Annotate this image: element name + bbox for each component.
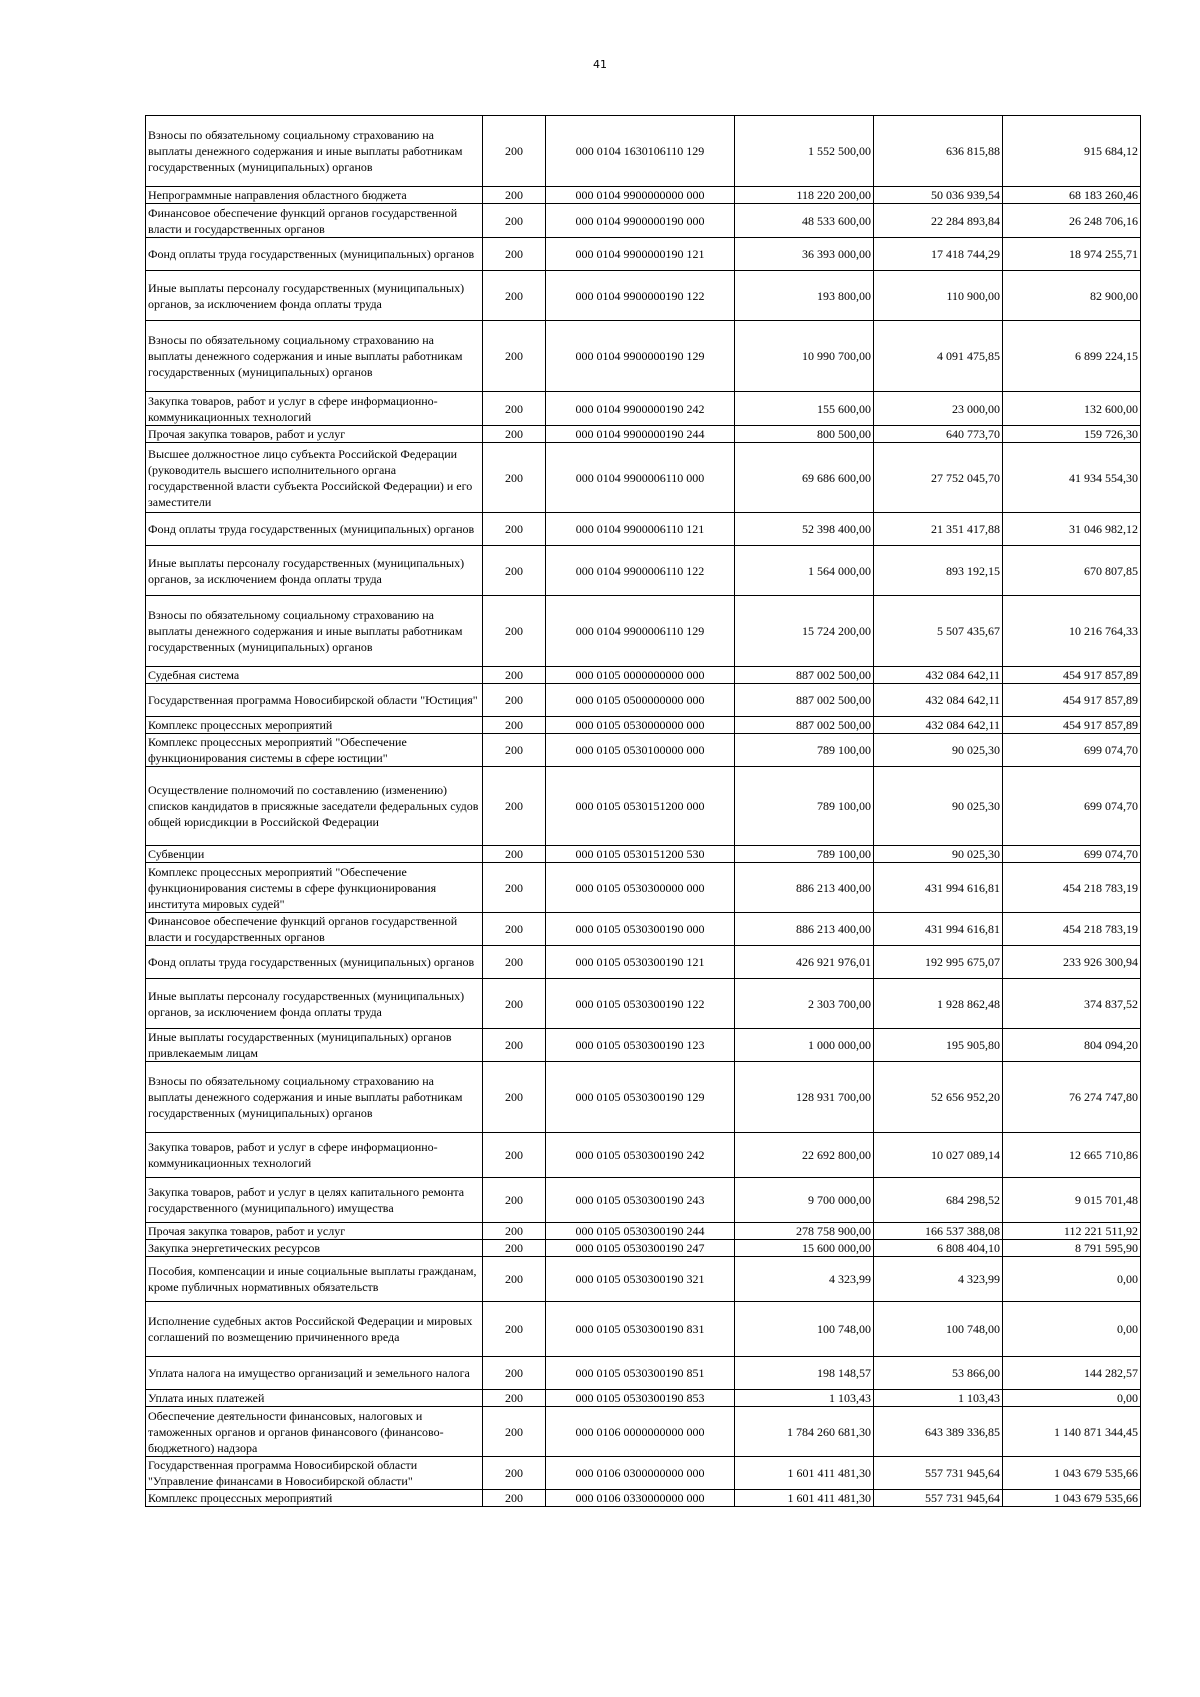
budget-item-name: Уплата иных платежей xyxy=(146,1390,483,1407)
approved-amount: 800 500,00 xyxy=(735,426,874,443)
remaining-amount: 1 140 871 344,45 xyxy=(1003,1407,1141,1457)
budget-item-name: Прочая закупка товаров, работ и услуг xyxy=(146,426,483,443)
table-row xyxy=(146,1240,1141,1257)
line-code: 200 xyxy=(483,426,546,443)
remaining-amount: 670 807,85 xyxy=(1003,546,1141,596)
page-number: 41 xyxy=(593,58,607,71)
approved-amount: 52 398 400,00 xyxy=(735,513,874,546)
budget-item-name: Комплекс процессных мероприятий xyxy=(146,1490,483,1507)
budget-classification-code: 000 0104 9900006110 000 xyxy=(546,443,735,513)
budget-classification-code: 000 0105 0530300190 243 xyxy=(546,1178,735,1223)
table-row xyxy=(146,1390,1141,1407)
table-row xyxy=(146,846,1141,863)
approved-amount: 886 213 400,00 xyxy=(735,863,874,913)
line-code: 200 xyxy=(483,116,546,187)
table-row xyxy=(146,321,1141,392)
budget-item-name: Взносы по обязательному социальному страхованию на выплаты денежного содержания и иные выплаты работникам государственных (муниципальных) органов xyxy=(146,321,483,392)
remaining-amount: 26 248 706,16 xyxy=(1003,204,1141,238)
approved-amount: 1 601 411 481,30 xyxy=(735,1490,874,1507)
budget-item-name: Комплекс процессных мероприятий "Обеспечение функционирования системы в сфере юстиции" xyxy=(146,734,483,767)
remaining-amount: 6 899 224,15 xyxy=(1003,321,1141,392)
budget-item-name: Иные выплаты государственных (муниципальных) органов привлекаемым лицам xyxy=(146,1029,483,1062)
line-code: 200 xyxy=(483,1062,546,1133)
approved-amount: 2 303 700,00 xyxy=(735,979,874,1029)
executed-amount: 643 389 336,85 xyxy=(874,1407,1003,1457)
budget-item-name: Взносы по обязательному социальному страхованию на выплаты денежного содержания и иные выплаты работникам государственных (муниципальных) органов xyxy=(146,596,483,667)
table-row xyxy=(146,1062,1141,1133)
approved-amount: 128 931 700,00 xyxy=(735,1062,874,1133)
executed-amount: 110 900,00 xyxy=(874,271,1003,321)
budget-classification-code: 000 0104 9900000190 129 xyxy=(546,321,735,392)
line-code: 200 xyxy=(483,979,546,1029)
budget-classification-code: 000 0105 0530300000 000 xyxy=(546,863,735,913)
executed-amount: 52 656 952,20 xyxy=(874,1062,1003,1133)
executed-amount: 640 773,70 xyxy=(874,426,1003,443)
executed-amount: 53 866,00 xyxy=(874,1357,1003,1390)
line-code: 200 xyxy=(483,1490,546,1507)
budget-classification-code: 000 0105 0530300190 247 xyxy=(546,1240,735,1257)
table-row xyxy=(146,1257,1141,1302)
table-row xyxy=(146,238,1141,271)
line-code: 200 xyxy=(483,1257,546,1302)
remaining-amount: 8 791 595,90 xyxy=(1003,1240,1141,1257)
table-row xyxy=(146,116,1141,187)
table-row xyxy=(146,717,1141,734)
approved-amount: 198 148,57 xyxy=(735,1357,874,1390)
table-row xyxy=(146,863,1141,913)
budget-item-name: Комплекс процессных мероприятий "Обеспечение функционирования системы в сфере функционирования института мировых судей" xyxy=(146,863,483,913)
line-code: 200 xyxy=(483,1240,546,1257)
remaining-amount: 132 600,00 xyxy=(1003,392,1141,426)
budget-classification-code: 000 0105 0530300190 121 xyxy=(546,946,735,979)
remaining-amount: 82 900,00 xyxy=(1003,271,1141,321)
executed-amount: 4 323,99 xyxy=(874,1257,1003,1302)
budget-item-name: Субвенции xyxy=(146,846,483,863)
remaining-amount: 699 074,70 xyxy=(1003,846,1141,863)
budget-item-name: Осуществление полномочий по составлению (изменению) списков кандидатов в присяжные заседатели федеральных судов общей юрисдикции в Российской Федерации xyxy=(146,767,483,846)
table-row xyxy=(146,513,1141,546)
approved-amount: 789 100,00 xyxy=(735,767,874,846)
executed-amount: 100 748,00 xyxy=(874,1302,1003,1357)
remaining-amount: 144 282,57 xyxy=(1003,1357,1141,1390)
table-row xyxy=(146,1302,1141,1357)
approved-amount: 1 552 500,00 xyxy=(735,116,874,187)
executed-amount: 4 091 475,85 xyxy=(874,321,1003,392)
line-code: 200 xyxy=(483,271,546,321)
approved-amount: 886 213 400,00 xyxy=(735,913,874,946)
remaining-amount: 374 837,52 xyxy=(1003,979,1141,1029)
budget-classification-code: 000 0105 0530151200 000 xyxy=(546,767,735,846)
budget-classification-code: 000 0104 9900000190 000 xyxy=(546,204,735,238)
budget-classification-code: 000 0104 9900006110 129 xyxy=(546,596,735,667)
budget-classification-code: 000 0104 9900000000 000 xyxy=(546,187,735,204)
line-code: 200 xyxy=(483,1178,546,1223)
budget-item-name: Пособия, компенсации и иные социальные выплаты гражданам, кроме публичных нормативных обязательств xyxy=(146,1257,483,1302)
line-code: 200 xyxy=(483,1457,546,1490)
budget-classification-code: 000 0105 0530300190 242 xyxy=(546,1133,735,1178)
budget-item-name: Взносы по обязательному социальному страхованию на выплаты денежного содержания и иные выплаты работникам государственных (муниципальных) органов xyxy=(146,1062,483,1133)
line-code: 200 xyxy=(483,1029,546,1062)
table-row xyxy=(146,1223,1141,1240)
approved-amount: 9 700 000,00 xyxy=(735,1178,874,1223)
approved-amount: 15 724 200,00 xyxy=(735,596,874,667)
remaining-amount: 159 726,30 xyxy=(1003,426,1141,443)
remaining-amount: 0,00 xyxy=(1003,1257,1141,1302)
budget-item-name: Закупка товаров, работ и услуг в сфере информационно-коммуникационных технологий xyxy=(146,392,483,426)
executed-amount: 636 815,88 xyxy=(874,116,1003,187)
line-code: 200 xyxy=(483,1390,546,1407)
budget-classification-code: 000 0105 0530300190 853 xyxy=(546,1390,735,1407)
table-row xyxy=(146,596,1141,667)
budget-item-name: Уплата налога на имущество организаций и земельного налога xyxy=(146,1357,483,1390)
budget-item-name: Обеспечение деятельности финансовых, налоговых и таможенных органов и органов финансового (финансово-бюджетного) надзора xyxy=(146,1407,483,1457)
line-code: 200 xyxy=(483,667,546,684)
table-row xyxy=(146,1029,1141,1062)
budget-classification-code: 000 0105 0530300190 123 xyxy=(546,1029,735,1062)
remaining-amount: 454 917 857,89 xyxy=(1003,717,1141,734)
line-code: 200 xyxy=(483,767,546,846)
budget-item-name: Государственная программа Новосибирской области "Управление финансами в Новосибирской области" xyxy=(146,1457,483,1490)
budget-classification-code: 000 0105 0530000000 000 xyxy=(546,717,735,734)
table-row xyxy=(146,734,1141,767)
approved-amount: 1 103,43 xyxy=(735,1390,874,1407)
table-row xyxy=(146,667,1141,684)
table-row xyxy=(146,187,1141,204)
line-code: 200 xyxy=(483,187,546,204)
approved-amount: 789 100,00 xyxy=(735,734,874,767)
remaining-amount: 9 015 701,48 xyxy=(1003,1178,1141,1223)
line-code: 200 xyxy=(483,513,546,546)
approved-amount: 118 220 200,00 xyxy=(735,187,874,204)
table-row xyxy=(146,392,1141,426)
table-row xyxy=(146,767,1141,846)
executed-amount: 1 928 862,48 xyxy=(874,979,1003,1029)
executed-amount: 684 298,52 xyxy=(874,1178,1003,1223)
line-code: 200 xyxy=(483,1302,546,1357)
remaining-amount: 454 218 783,19 xyxy=(1003,863,1141,913)
executed-amount: 431 994 616,81 xyxy=(874,863,1003,913)
line-code: 200 xyxy=(483,734,546,767)
remaining-amount: 454 917 857,89 xyxy=(1003,667,1141,684)
remaining-amount: 804 094,20 xyxy=(1003,1029,1141,1062)
budget-classification-code: 000 0105 0530300190 122 xyxy=(546,979,735,1029)
table-row xyxy=(146,204,1141,238)
line-code: 200 xyxy=(483,443,546,513)
budget-classification-code: 000 0106 0000000000 000 xyxy=(546,1407,735,1457)
approved-amount: 10 990 700,00 xyxy=(735,321,874,392)
budget-item-name: Комплекс процессных мероприятий xyxy=(146,717,483,734)
budget-item-name: Закупка товаров, работ и услуг в сфере информационно-коммуникационных технологий xyxy=(146,1133,483,1178)
budget-classification-code: 000 0104 9900000190 244 xyxy=(546,426,735,443)
table-row xyxy=(146,684,1141,717)
executed-amount: 6 808 404,10 xyxy=(874,1240,1003,1257)
remaining-amount: 0,00 xyxy=(1003,1302,1141,1357)
executed-amount: 557 731 945,64 xyxy=(874,1457,1003,1490)
budget-table xyxy=(145,115,1141,1507)
remaining-amount: 41 934 554,30 xyxy=(1003,443,1141,513)
budget-item-name: Фонд оплаты труда государственных (муниципальных) органов xyxy=(146,238,483,271)
table-row xyxy=(146,913,1141,946)
remaining-amount: 0,00 xyxy=(1003,1390,1141,1407)
budget-item-name: Исполнение судебных актов Российской Федерации и мировых соглашений по возмещению причиненного вреда xyxy=(146,1302,483,1357)
line-code: 200 xyxy=(483,1407,546,1457)
remaining-amount: 68 183 260,46 xyxy=(1003,187,1141,204)
budget-item-name: Фонд оплаты труда государственных (муниципальных) органов xyxy=(146,946,483,979)
budget-classification-code: 000 0105 0530300190 000 xyxy=(546,913,735,946)
table-row xyxy=(146,271,1141,321)
remaining-amount: 454 917 857,89 xyxy=(1003,684,1141,717)
remaining-amount: 233 926 300,94 xyxy=(1003,946,1141,979)
line-code: 200 xyxy=(483,392,546,426)
executed-amount: 90 025,30 xyxy=(874,734,1003,767)
budget-classification-code: 000 0105 0530300190 321 xyxy=(546,1257,735,1302)
budget-item-name: Судебная система xyxy=(146,667,483,684)
budget-item-name: Высшее должностное лицо субъекта Российской Федерации (руководитель высшего исполнительного органа государственной власти субъекта Российской Федерации) и его заместители xyxy=(146,443,483,513)
table-row xyxy=(146,1490,1141,1507)
budget-classification-code: 000 0105 0530300190 244 xyxy=(546,1223,735,1240)
executed-amount: 166 537 388,08 xyxy=(874,1223,1003,1240)
budget-classification-code: 000 0105 0530100000 000 xyxy=(546,734,735,767)
budget-classification-code: 000 0104 9900000190 122 xyxy=(546,271,735,321)
approved-amount: 789 100,00 xyxy=(735,846,874,863)
budget-item-name: Закупка товаров, работ и услуг в целях капитального ремонта государственного (муниципального) имущества xyxy=(146,1178,483,1223)
approved-amount: 22 692 800,00 xyxy=(735,1133,874,1178)
approved-amount: 426 921 976,01 xyxy=(735,946,874,979)
remaining-amount: 915 684,12 xyxy=(1003,116,1141,187)
executed-amount: 90 025,30 xyxy=(874,846,1003,863)
budget-classification-code: 000 0105 0530151200 530 xyxy=(546,846,735,863)
line-code: 200 xyxy=(483,1357,546,1390)
executed-amount: 195 905,80 xyxy=(874,1029,1003,1062)
remaining-amount: 10 216 764,33 xyxy=(1003,596,1141,667)
budget-classification-code: 000 0106 0300000000 000 xyxy=(546,1457,735,1490)
budget-item-name: Иные выплаты персоналу государственных (муниципальных) органов, за исключением фонда оплаты труда xyxy=(146,546,483,596)
budget-item-name: Государственная программа Новосибирской области "Юстиция" xyxy=(146,684,483,717)
line-code: 200 xyxy=(483,913,546,946)
executed-amount: 432 084 642,11 xyxy=(874,684,1003,717)
executed-amount: 893 192,15 xyxy=(874,546,1003,596)
approved-amount: 887 002 500,00 xyxy=(735,717,874,734)
budget-classification-code: 000 0104 1630106110 129 xyxy=(546,116,735,187)
approved-amount: 1 000 000,00 xyxy=(735,1029,874,1062)
remaining-amount: 31 046 982,12 xyxy=(1003,513,1141,546)
line-code: 200 xyxy=(483,238,546,271)
remaining-amount: 18 974 255,71 xyxy=(1003,238,1141,271)
table-row xyxy=(146,1133,1141,1178)
remaining-amount: 1 043 679 535,66 xyxy=(1003,1490,1141,1507)
executed-amount: 431 994 616,81 xyxy=(874,913,1003,946)
table-row xyxy=(146,1407,1141,1457)
budget-table-body xyxy=(146,116,1141,1507)
executed-amount: 90 025,30 xyxy=(874,767,1003,846)
line-code: 200 xyxy=(483,1223,546,1240)
budget-item-name: Непрограммные направления областного бюджета xyxy=(146,187,483,204)
budget-item-name: Прочая закупка товаров, работ и услуг xyxy=(146,1223,483,1240)
budget-item-name: Взносы по обязательному социальному страхованию на выплаты денежного содержания и иные выплаты работникам государственных (муниципальных) органов xyxy=(146,116,483,187)
budget-classification-code: 000 0105 0500000000 000 xyxy=(546,684,735,717)
approved-amount: 100 748,00 xyxy=(735,1302,874,1357)
budget-classification-code: 000 0105 0530300190 831 xyxy=(546,1302,735,1357)
executed-amount: 557 731 945,64 xyxy=(874,1490,1003,1507)
table-row xyxy=(146,946,1141,979)
approved-amount: 1 564 000,00 xyxy=(735,546,874,596)
budget-item-name: Финансовое обеспечение функций органов государственной власти и государственных органов xyxy=(146,913,483,946)
executed-amount: 432 084 642,11 xyxy=(874,717,1003,734)
line-code: 200 xyxy=(483,321,546,392)
approved-amount: 193 800,00 xyxy=(735,271,874,321)
table-row xyxy=(146,546,1141,596)
executed-amount: 5 507 435,67 xyxy=(874,596,1003,667)
approved-amount: 4 323,99 xyxy=(735,1257,874,1302)
budget-classification-code: 000 0105 0000000000 000 xyxy=(546,667,735,684)
budget-item-name: Иные выплаты персоналу государственных (муниципальных) органов, за исключением фонда оплаты труда xyxy=(146,979,483,1029)
budget-classification-code: 000 0104 9900000190 121 xyxy=(546,238,735,271)
line-code: 200 xyxy=(483,546,546,596)
line-code: 200 xyxy=(483,684,546,717)
executed-amount: 23 000,00 xyxy=(874,392,1003,426)
approved-amount: 1 601 411 481,30 xyxy=(735,1457,874,1490)
remaining-amount: 699 074,70 xyxy=(1003,734,1141,767)
budget-classification-code: 000 0104 9900006110 121 xyxy=(546,513,735,546)
line-code: 200 xyxy=(483,596,546,667)
line-code: 200 xyxy=(483,204,546,238)
remaining-amount: 454 218 783,19 xyxy=(1003,913,1141,946)
executed-amount: 50 036 939,54 xyxy=(874,187,1003,204)
executed-amount: 432 084 642,11 xyxy=(874,667,1003,684)
approved-amount: 887 002 500,00 xyxy=(735,684,874,717)
executed-amount: 21 351 417,88 xyxy=(874,513,1003,546)
approved-amount: 15 600 000,00 xyxy=(735,1240,874,1257)
approved-amount: 1 784 260 681,30 xyxy=(735,1407,874,1457)
executed-amount: 1 103,43 xyxy=(874,1390,1003,1407)
approved-amount: 278 758 900,00 xyxy=(735,1223,874,1240)
line-code: 200 xyxy=(483,717,546,734)
remaining-amount: 112 221 511,92 xyxy=(1003,1223,1141,1240)
budget-classification-code: 000 0105 0530300190 851 xyxy=(546,1357,735,1390)
remaining-amount: 699 074,70 xyxy=(1003,767,1141,846)
line-code: 200 xyxy=(483,846,546,863)
budget-classification-code: 000 0105 0530300190 129 xyxy=(546,1062,735,1133)
approved-amount: 887 002 500,00 xyxy=(735,667,874,684)
budget-item-name: Иные выплаты персоналу государственных (муниципальных) органов, за исключением фонда оплаты труда xyxy=(146,271,483,321)
budget-classification-code: 000 0104 9900000190 242 xyxy=(546,392,735,426)
budget-classification-code: 000 0104 9900006110 122 xyxy=(546,546,735,596)
approved-amount: 155 600,00 xyxy=(735,392,874,426)
remaining-amount: 1 043 679 535,66 xyxy=(1003,1457,1141,1490)
table-row xyxy=(146,426,1141,443)
budget-item-name: Фонд оплаты труда государственных (муниципальных) органов xyxy=(146,513,483,546)
executed-amount: 17 418 744,29 xyxy=(874,238,1003,271)
table-row xyxy=(146,1178,1141,1223)
approved-amount: 48 533 600,00 xyxy=(735,204,874,238)
table-row xyxy=(146,1357,1141,1390)
executed-amount: 10 027 089,14 xyxy=(874,1133,1003,1178)
table-row xyxy=(146,979,1141,1029)
line-code: 200 xyxy=(483,1133,546,1178)
line-code: 200 xyxy=(483,946,546,979)
line-code: 200 xyxy=(483,863,546,913)
table-row xyxy=(146,443,1141,513)
budget-classification-code: 000 0106 0330000000 000 xyxy=(546,1490,735,1507)
approved-amount: 36 393 000,00 xyxy=(735,238,874,271)
budget-item-name: Закупка энергетических ресурсов xyxy=(146,1240,483,1257)
executed-amount: 22 284 893,84 xyxy=(874,204,1003,238)
approved-amount: 69 686 600,00 xyxy=(735,443,874,513)
executed-amount: 192 995 675,07 xyxy=(874,946,1003,979)
budget-item-name: Финансовое обеспечение функций органов государственной власти и государственных органов xyxy=(146,204,483,238)
executed-amount: 27 752 045,70 xyxy=(874,443,1003,513)
table-row xyxy=(146,1457,1141,1490)
remaining-amount: 76 274 747,80 xyxy=(1003,1062,1141,1133)
remaining-amount: 12 665 710,86 xyxy=(1003,1133,1141,1178)
